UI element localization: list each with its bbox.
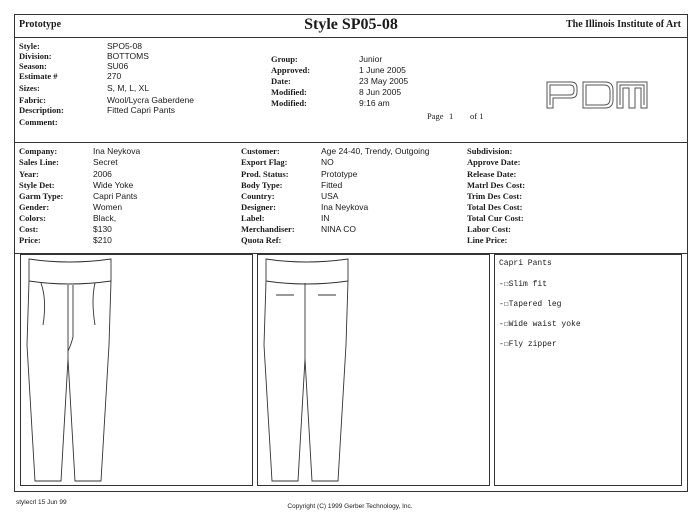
field-value: Capri Pants <box>93 191 138 201</box>
status-label: Prototype <box>19 19 62 30</box>
field-label: Date: <box>271 76 291 86</box>
field-value: Junior <box>359 54 383 64</box>
field-label: Sizes: <box>19 83 40 93</box>
header-bar <box>15 15 687 38</box>
field-value: $210 <box>93 235 112 245</box>
notes-title: Capri Pants <box>499 259 552 268</box>
field-label: Group: <box>271 54 298 64</box>
field-value: Age 24-40, Trendy, Outgoing <box>321 146 430 156</box>
field-label: Country: <box>241 191 275 201</box>
field-value: 23 May 2005 <box>359 76 409 86</box>
field-label: Division: <box>19 51 52 61</box>
field-label: Subdivision: <box>467 146 513 156</box>
field-label: Style: <box>19 41 40 51</box>
style-info-section <box>15 38 687 143</box>
field-label: Price: <box>19 235 41 245</box>
institution-name: The Illinois Institute of Art <box>565 19 681 30</box>
field-label: Prod. Status: <box>241 169 289 179</box>
field-value: 1 June 2005 <box>359 65 406 75</box>
field-label: Style Det: <box>19 180 55 190</box>
field-label: Garm Type: <box>19 191 64 201</box>
field-value: IN <box>321 213 330 223</box>
field-label: Label: <box>241 213 265 223</box>
field-value: 2006 <box>93 169 112 179</box>
field-label: Trim Des Cost: <box>467 191 523 201</box>
field-label: Gender: <box>19 202 50 212</box>
field-value: NINA CO <box>321 224 356 234</box>
field-label: Body Type: <box>241 180 283 190</box>
field-value: BOTTOMS <box>107 51 149 61</box>
field-value: Ina Neykova <box>321 202 369 212</box>
field-label: Total Des Cost: <box>467 202 523 212</box>
field-value: USA <box>321 191 339 201</box>
field-label: Modified: <box>271 98 307 108</box>
field-value: 9:16 am <box>359 98 390 108</box>
field-value: Fitted Capri Pants <box>107 105 176 115</box>
pants-front-sketch <box>21 255 252 485</box>
front-sketch-panel <box>20 254 253 486</box>
field-label: Total Cur Cost: <box>467 213 524 223</box>
design-notes-panel <box>494 254 682 486</box>
field-value: SPO5-08 <box>107 41 142 51</box>
note-item: -☐Fly zipper <box>499 340 557 349</box>
field-value: 270 <box>107 71 122 81</box>
field-label: Designer: <box>241 202 276 212</box>
pants-back-sketch <box>258 255 489 485</box>
field-label: Company: <box>19 146 58 156</box>
field-label: Comment: <box>19 117 58 127</box>
field-value: Fitted <box>321 180 343 190</box>
pdm-logo <box>545 78 649 110</box>
field-value: S, M, L, XL <box>107 83 150 93</box>
field-value: Secret <box>93 157 118 167</box>
field-label: Sales Line: <box>19 157 59 167</box>
field-label: Merchandiser: <box>241 224 295 234</box>
field-value: NO <box>321 157 334 167</box>
field-label: Line Price: <box>467 235 508 245</box>
field-value: Black, <box>93 213 117 223</box>
field-label: Fabric: <box>19 95 46 105</box>
field-label: Modified: <box>271 87 307 97</box>
footer-form-id: stylecrl 15 Jun 99 <box>16 499 67 506</box>
note-item: -☐Wide waist yoke <box>499 320 581 329</box>
page-label: Page <box>427 111 444 121</box>
field-label: Export Flag: <box>241 157 288 167</box>
field-value: $130 <box>93 224 112 234</box>
field-value: Women <box>93 202 123 212</box>
field-value: Wool/Lycra Gaberdene <box>107 95 194 105</box>
field-label: Customer: <box>241 146 280 156</box>
footer-copyright: Copyright (C) 1999 Gerber Technology, Inc. <box>287 503 413 510</box>
field-label: Cost: <box>19 224 39 234</box>
field-label: Release Date: <box>467 169 517 179</box>
page-title: Style SP05-08 <box>304 16 398 33</box>
field-label: Colors: <box>19 213 46 223</box>
field-label: Year: <box>19 169 39 179</box>
field-label: Matrl Des Cost: <box>467 180 526 190</box>
field-value: SU06 <box>107 61 129 71</box>
field-value: 8 Jun 2005 <box>359 87 402 97</box>
product-details-section <box>15 143 687 254</box>
field-label: Estimate # <box>19 71 58 81</box>
field-value: Prototype <box>321 169 358 179</box>
field-label: Labor Cost: <box>467 224 511 234</box>
page-number: 1 <box>449 111 454 121</box>
field-label: Approved: <box>271 65 311 75</box>
note-item: -☐Slim fit <box>499 280 548 289</box>
field-value: Wide Yoke <box>93 180 134 190</box>
field-label: Season: <box>19 61 47 71</box>
field-value: Ina Neykova <box>93 146 141 156</box>
note-item: -☐Tapered leg <box>499 300 562 309</box>
field-label: Approve Date: <box>467 157 521 167</box>
field-label: Description: <box>19 105 64 115</box>
back-sketch-panel <box>257 254 490 486</box>
page-count: of 1 <box>470 111 484 121</box>
field-label: Quota Ref: <box>241 235 282 245</box>
